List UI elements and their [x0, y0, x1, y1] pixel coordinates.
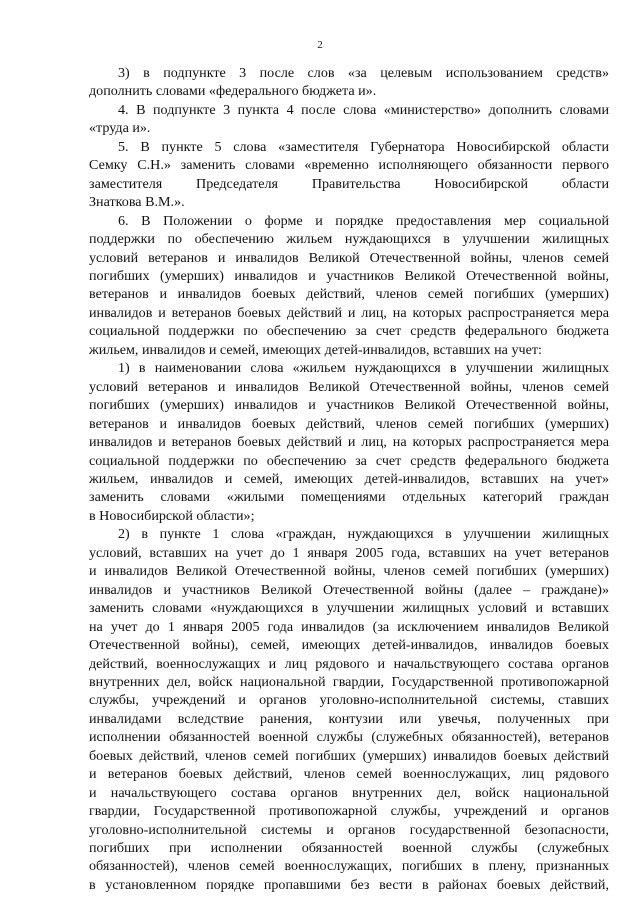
text-line: условий, вставших на учет до 1 января 2005 года, вставших на учет ветеранов — [89, 544, 609, 561]
text-line: условий ветеранов и инвалидов Великой Отечественной войны, членов семей — [89, 378, 609, 395]
text-line: 1) в наименовании слова «жильем нуждающихся в улучшении жилищных — [118, 360, 609, 377]
text-line: 4. В подпункте 3 пункта 4 после слова «министерство» дополнить словами — [118, 101, 609, 118]
text-line: инвалидов и участников Великой Отечественной войны (далее – граждане)» — [89, 581, 609, 598]
text-line: социальной поддержки по обеспечению за счет средств федерального бюджета — [89, 452, 609, 469]
page-number: 2 — [317, 39, 323, 51]
text-line: 2) в пункте 1 слова «граждан, нуждающихся в улучшении жилищных — [118, 526, 609, 543]
text-line: и начальствующего состава органов внутренних дел, войск национальной — [89, 784, 609, 801]
text-line: жильем, инвалидов и семей, имеющих детей-инвалидов, вставших на учет» — [89, 470, 609, 487]
text-line: боевых действий, членов семей погибших (умерших) инвалидов боевых действий — [89, 747, 609, 764]
text-line: 6. В Положении о форме и порядке предоставления мер социальной — [118, 212, 609, 229]
text-line: в установленном порядке пропавшими без вести в районах боевых действий, — [89, 876, 609, 893]
text-line: инвалидов и ветеранов боевых действий и лиц, на которых распространяется мера — [89, 434, 609, 451]
text-line: службы, учреждений и органов уголовно-исполнительной системы, ставших — [89, 692, 609, 709]
text-line: социальной поддержки по обеспечению за счет средств федерального бюджета — [89, 323, 609, 340]
text-line: уголовно-исполнительной системы и органов государственной безопасности, — [89, 821, 609, 838]
text-line: Семку С.Н.» заменить словами «временно исполняющего обязанности первого — [89, 157, 609, 174]
text-line: Знаткова В.М.». — [89, 194, 185, 211]
text-line: заменить словами «нуждающихся в улучшении жилищных условий и вставших — [89, 600, 609, 617]
text-line: заменить словами «жилыми помещениями отдельных категорий граждан — [89, 489, 609, 506]
text-line: и инвалидов Великой Отечественной войны, членов семей погибших (умерших) — [89, 563, 609, 580]
document-body — [89, 64, 609, 894]
text-line: обязанностей), членов семей военнослужащих, погибших в плену, признанных — [89, 858, 609, 875]
text-line: условий ветеранов и инвалидов Великой Отечественной войны, членов семей — [89, 249, 609, 266]
text-line: 5. В пункте 5 слова «заместителя Губернатора Новосибирской области — [118, 138, 609, 155]
text-line: погибших при исполнении обязанностей военной службы (служебных — [89, 840, 609, 857]
text-line: исполнении обязанностей военной службы (служебных обязанностей), ветеранов — [89, 729, 609, 746]
text-line: жильем, инвалидов и семей, имеющих детей-инвалидов, вставших на учет: — [89, 341, 542, 358]
text-line: погибших (умерших) инвалидов и участников Великой Отечественной войны, — [89, 267, 609, 284]
text-line: погибших (умерших) инвалидов и участников Великой Отечественной войны, — [89, 397, 609, 414]
text-line: гвардии, Государственной противопожарной службы, учреждений и органов — [89, 803, 609, 820]
text-line: действий, военнослужащих и лиц рядового и начальствующего состава органов — [89, 655, 609, 672]
text-line: инвалидов и ветеранов боевых действий и лиц, на которых распространяется мера — [89, 304, 609, 321]
text-line: ветеранов и инвалидов боевых действий, членов семей погибших (умерших) — [89, 286, 609, 303]
text-line: на учет до 1 января 2005 года инвалидов (за исключением инвалидов Великой — [89, 618, 609, 635]
text-line: 3) в подпункте 3 после слов «за целевым использованием средств» — [118, 65, 609, 81]
text-line: поддержки по обеспечению жильем нуждающихся в улучшении жилищных — [89, 231, 609, 248]
text-line: внутренних дел, войск национальной гвардии, Государственной противопожарной — [89, 673, 609, 690]
text-line: и ветеранов боевых действий, членов семей военнослужащих, лиц рядового — [89, 766, 609, 783]
text-line: заместителя Председателя Правительства Новосибирской области — [89, 175, 609, 192]
text-line: в Новосибирской области»; — [89, 507, 255, 524]
text-line: дополнить словами «федерального бюджета и». — [89, 83, 377, 100]
text-line: ветеранов и инвалидов боевых действий, членов семей погибших (умерших) — [89, 415, 609, 432]
text-line: «труда и». — [89, 120, 151, 137]
text-line: Отечественной войны), семей, имеющих детей-инвалидов, инвалидов боевых — [89, 637, 609, 654]
text-line: инвалидами вследствие ранения, контузии или увечья, полученных при — [89, 710, 609, 727]
